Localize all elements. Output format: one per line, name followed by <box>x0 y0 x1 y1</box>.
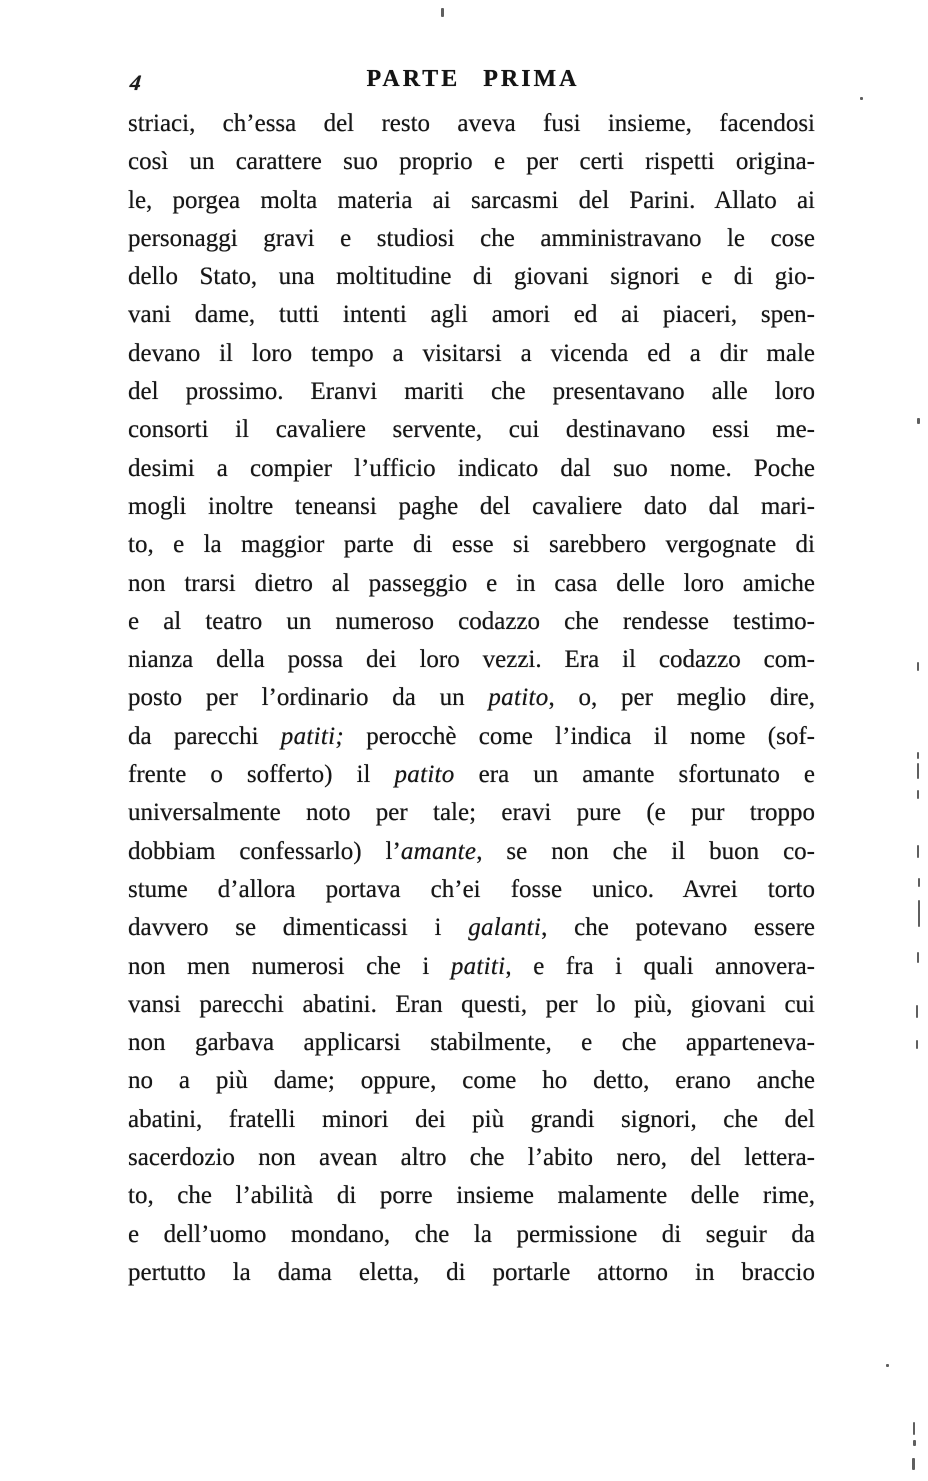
text-line <box>128 411 815 449</box>
running-header <box>128 66 818 100</box>
text-segment: , o, per meglio dire, <box>548 684 815 712</box>
text-segment: , che potevano essere <box>541 914 815 942</box>
text-line <box>128 1101 815 1139</box>
text-line <box>128 335 815 373</box>
text-segment: dobbiam confessarlo) l’ <box>128 837 401 865</box>
text-line <box>128 1254 815 1292</box>
text-line <box>128 718 815 756</box>
text-line <box>128 833 815 871</box>
text-line <box>128 488 815 526</box>
italic-text-segment: patito <box>488 684 549 712</box>
page-number: 4 <box>128 70 143 95</box>
text-line <box>128 450 815 488</box>
text-line <box>128 182 815 220</box>
running-header-title: PARTE PRIMA <box>366 66 580 92</box>
scan-mark <box>916 1040 918 1049</box>
text-line <box>128 986 815 1024</box>
text-segment: universalmente noto per tale; eravi pure (e pur troppo <box>128 799 815 827</box>
italic-text-segment: galanti <box>468 914 542 942</box>
text-segment: to, e la maggior parte di esse si sarebbero vergognate di <box>128 531 815 559</box>
text-segment: consorti il cavaliere servente, cui destinavano essi me- <box>128 416 815 444</box>
scan-mark <box>918 900 920 927</box>
scan-speck <box>917 418 920 424</box>
text-segment: pertutto la dama eletta, di portarle attorno in braccio <box>128 1258 815 1286</box>
italic-text-segment: patiti <box>450 952 506 980</box>
text-line <box>128 641 815 679</box>
text-line <box>128 909 815 947</box>
text-line <box>128 679 815 717</box>
text-line <box>128 1024 815 1062</box>
text-segment: da parecchi <box>128 722 281 750</box>
text-segment: non trarsi dietro al passeggio e in casa delle loro amiche <box>128 569 815 597</box>
text-line <box>128 1177 815 1215</box>
scan-mark <box>917 952 919 963</box>
scan-mark <box>913 1422 915 1435</box>
text-segment: e dell’uomo mondano, che la permissione di seguir da <box>128 1220 815 1248</box>
text-segment: , e fra i quali annovera- <box>505 952 815 980</box>
text-segment: mogli inoltre teneansi paghe del cavaliere dato dal mari- <box>128 492 815 520</box>
text-segment: desimi a compier l’ufficio indicato dal suo nome. Poche <box>128 454 815 482</box>
text-segment: era un amante sfortunato e <box>454 761 815 789</box>
text-line <box>128 565 815 603</box>
text-segment: davvero se dimenticassi i <box>128 914 469 942</box>
text-segment: non garbava applicarsi stabilmente, e che apparteneva- <box>128 1029 815 1057</box>
text-line <box>128 756 815 794</box>
text-segment: personaggi gravi e studiosi che amministravano le cose <box>128 224 815 252</box>
italic-text-segment: patiti; <box>280 722 345 750</box>
scan-speck <box>886 1364 889 1367</box>
scan-mark <box>917 662 919 671</box>
text-line <box>128 794 815 832</box>
text-line <box>128 871 815 909</box>
text-segment: e al teatro un numeroso codazzo che rendesse testimo- <box>128 607 815 635</box>
italic-text-segment: patito <box>394 761 455 789</box>
text-line <box>128 603 815 641</box>
text-line <box>128 258 815 296</box>
scan-mark <box>913 1440 916 1446</box>
text-segment: le, porgea molta materia ai sarcasmi del Parini. Allato ai <box>128 186 815 214</box>
text-segment: to, che l’abilità di porre insieme malamente delle rime, <box>128 1182 815 1210</box>
italic-text-segment: amante <box>400 837 477 865</box>
scan-mark <box>918 878 920 887</box>
text-line <box>128 526 815 564</box>
text-line <box>128 1216 815 1254</box>
text-segment: devano il loro tempo a visitarsi a vicenda ed a dir male <box>128 339 815 367</box>
text-segment: non men numerosi che i <box>128 952 451 980</box>
text-segment: nianza della possa dei loro vezzi. Era il codazzo com- <box>128 646 815 674</box>
text-segment: così un carattere suo proprio e per certi rispetti origina- <box>128 148 815 176</box>
scan-mark <box>917 845 919 858</box>
scan-mark <box>916 1005 918 1018</box>
text-line <box>128 1139 815 1177</box>
text-segment: vansi parecchi abatini. Eran questi, per lo più, giovani cui <box>128 990 815 1018</box>
text-segment: stume d’allora portava ch’ei fosse unico. Avrei torto <box>128 875 815 903</box>
text-segment: , se non che il buon co- <box>476 837 815 865</box>
scan-mark <box>917 763 919 779</box>
scan-speck <box>860 97 863 100</box>
text-line <box>128 373 815 411</box>
text-segment: abatini, fratelli minori dei più grandi signori, che del <box>128 1105 815 1133</box>
text-segment: striaci, ch’essa del resto aveva fusi insieme, facendosi <box>128 110 815 137</box>
scan-speck <box>441 8 444 17</box>
text-segment: posto per l’ordinario da un <box>128 684 489 712</box>
scan-mark <box>917 790 919 799</box>
scan-mark <box>917 752 919 759</box>
text-segment: dello Stato, una moltitudine di giovani signori e di gio- <box>128 263 815 291</box>
text-line <box>128 143 815 181</box>
scan-mark <box>912 1458 915 1470</box>
text-segment: vani dame, tutti intenti agli amori ed ai piaceri, spen- <box>128 301 815 329</box>
text-line <box>128 105 815 143</box>
text-segment: frente o sofferto) il <box>128 761 395 789</box>
text-segment: perocchè come l’indica il nome (sof- <box>344 722 815 750</box>
page-body <box>128 105 815 1292</box>
text-segment: no a più dame; oppure, come ho detto, erano anche <box>128 1067 815 1095</box>
text-line <box>128 296 815 334</box>
text-line <box>128 1062 815 1100</box>
text-line <box>128 220 815 258</box>
text-segment: del prossimo. Eranvi mariti che presentavano alle loro <box>128 378 815 406</box>
text-segment: sacerdozio non avean altro che l’abito nero, del lettera- <box>128 1144 815 1172</box>
text-line <box>128 948 815 986</box>
